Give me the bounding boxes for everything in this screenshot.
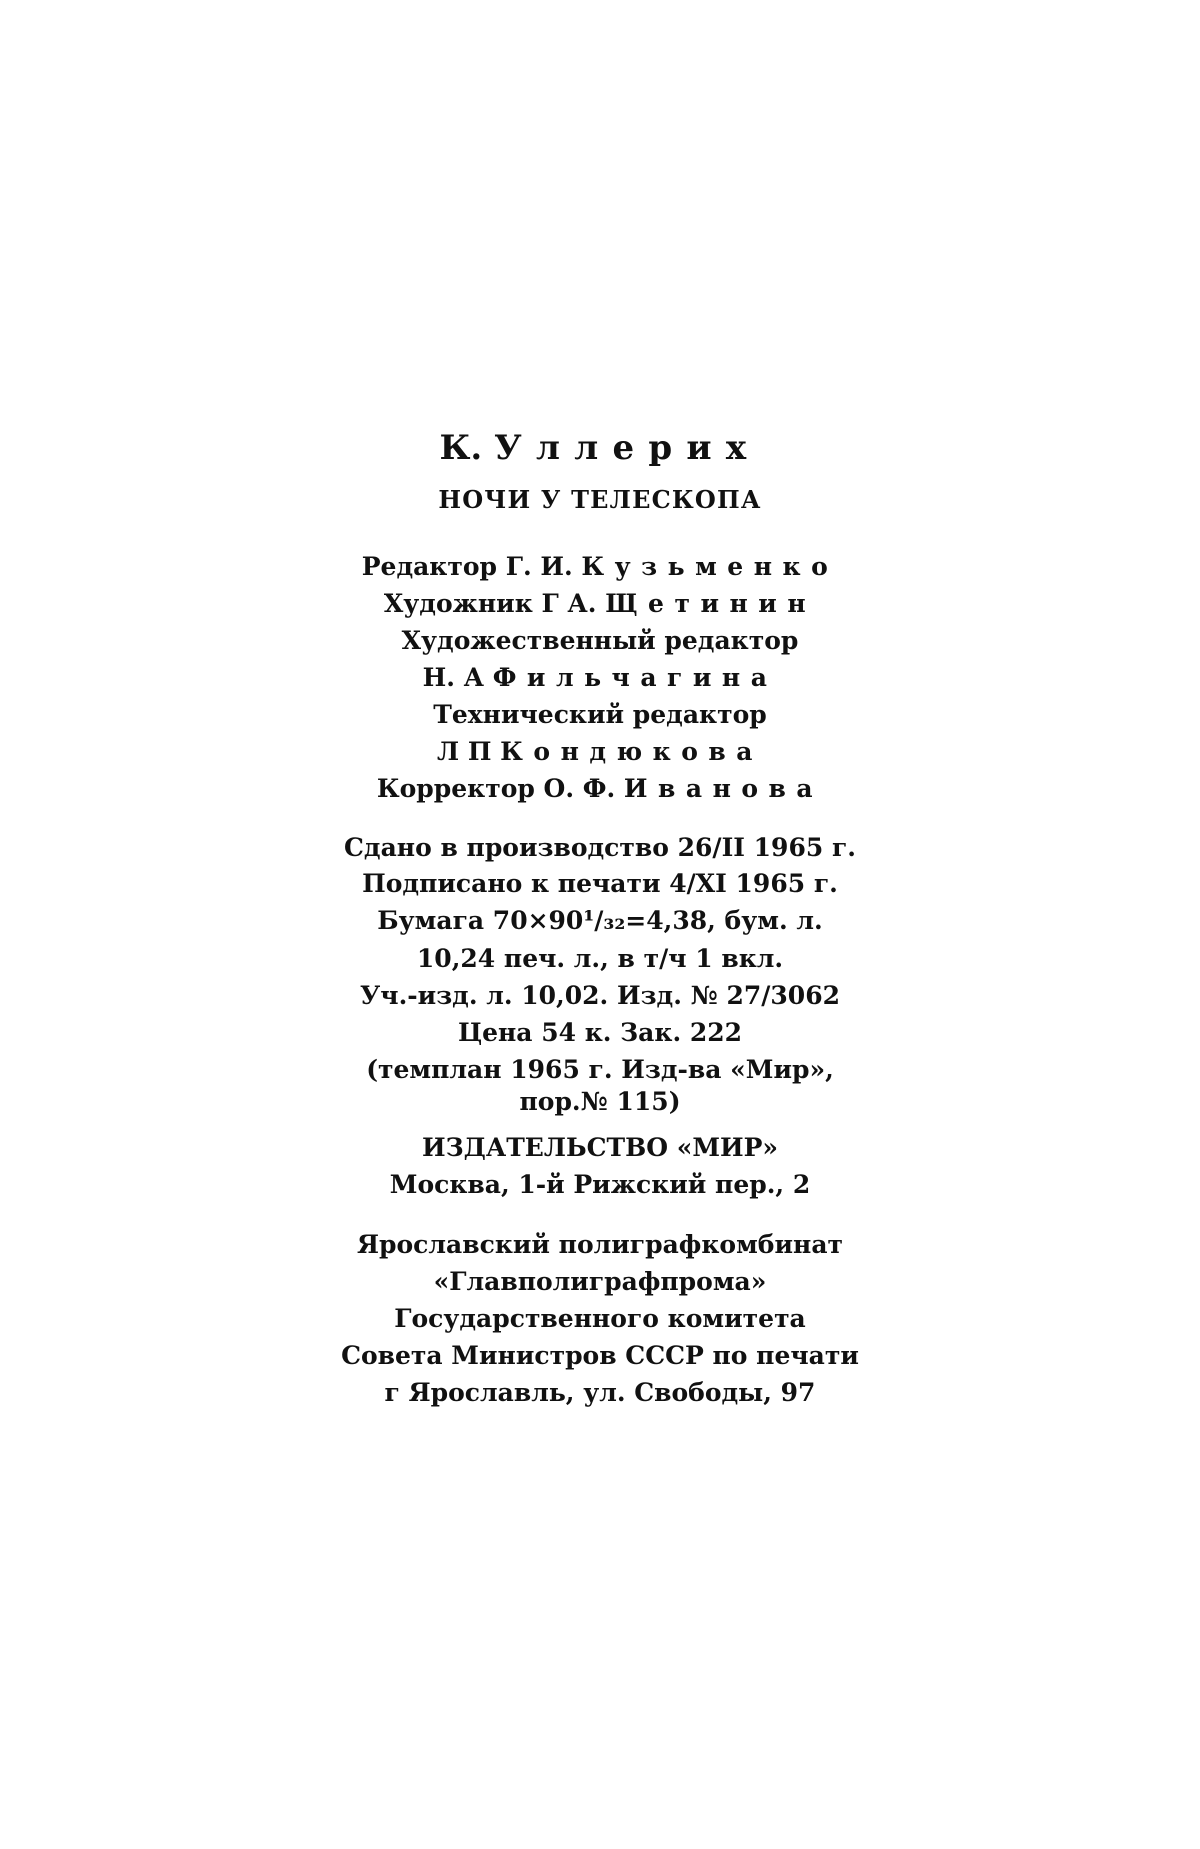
- publisher-name: ИЗДАТЕЛЬСТВО «МИР»: [421, 1133, 779, 1162]
- printer-line: Совета Министров СССР по печати: [341, 1341, 859, 1370]
- credit-role: Художник Г А.: [383, 589, 597, 618]
- credit-name: Фильчагина: [492, 663, 778, 692]
- credit-name: Кондюкова: [500, 737, 763, 766]
- printer-line: Ярославский полиграфкомбинат: [356, 1230, 844, 1259]
- credit-role: Редактор Г. И.: [361, 552, 573, 581]
- credit-role: Н. А: [422, 663, 484, 692]
- production-line: Цена 54 к. Зак. 222: [457, 1018, 743, 1047]
- publisher-address: Москва, 1-й Рижский пер., 2: [389, 1170, 811, 1199]
- art-editor-name: [0, 663, 1200, 693]
- production-line: 10,24 печ. л., в т/ч 1 вкл.: [416, 944, 784, 973]
- tech-editor-name: [0, 737, 1200, 767]
- credit-name: Щетинин: [605, 589, 817, 618]
- author-name: [0, 428, 1200, 468]
- artist-credit: [0, 589, 1200, 619]
- credit-role: Л П: [437, 737, 492, 766]
- credit-role: Технический редактор: [433, 700, 767, 729]
- printer-line: «Главполиграфпрома»: [433, 1267, 767, 1296]
- art-editor-credit: [0, 626, 1200, 656]
- printer-line: Государственного комитета: [394, 1304, 806, 1333]
- book-title: НОЧИ У ТЕЛЕСКОПА: [438, 485, 762, 514]
- credit-name: Иванова: [623, 774, 824, 803]
- printer-line: г Ярославль, ул. Свободы, 97: [384, 1378, 816, 1407]
- credit-role: Художественный редактор: [401, 626, 799, 655]
- credit-role: Корректор О. Ф.: [376, 774, 616, 803]
- production-line: Подписано к печати 4/XI 1965 г.: [362, 869, 838, 898]
- production-line: Уч.-изд. л. 10,02. Изд. № 27/3062: [360, 981, 840, 1010]
- credit-name: Кузьменко: [581, 552, 839, 581]
- production-line: Бумага 70×90¹/₃₂=4,38, бум. л.: [377, 906, 823, 935]
- author-initial: К.: [439, 428, 483, 468]
- tech-editor-credit: [0, 700, 1200, 730]
- editor-credit: [0, 552, 1200, 582]
- production-line: пор.№ 115): [519, 1087, 681, 1116]
- production-line: Сдано в производство 26/II 1965 г.: [344, 833, 856, 862]
- author-surname: Уллерих: [494, 428, 761, 468]
- proofreader-credit: [0, 774, 1200, 804]
- production-line: (темплан 1965 г. Изд-ва «Мир»,: [366, 1055, 834, 1084]
